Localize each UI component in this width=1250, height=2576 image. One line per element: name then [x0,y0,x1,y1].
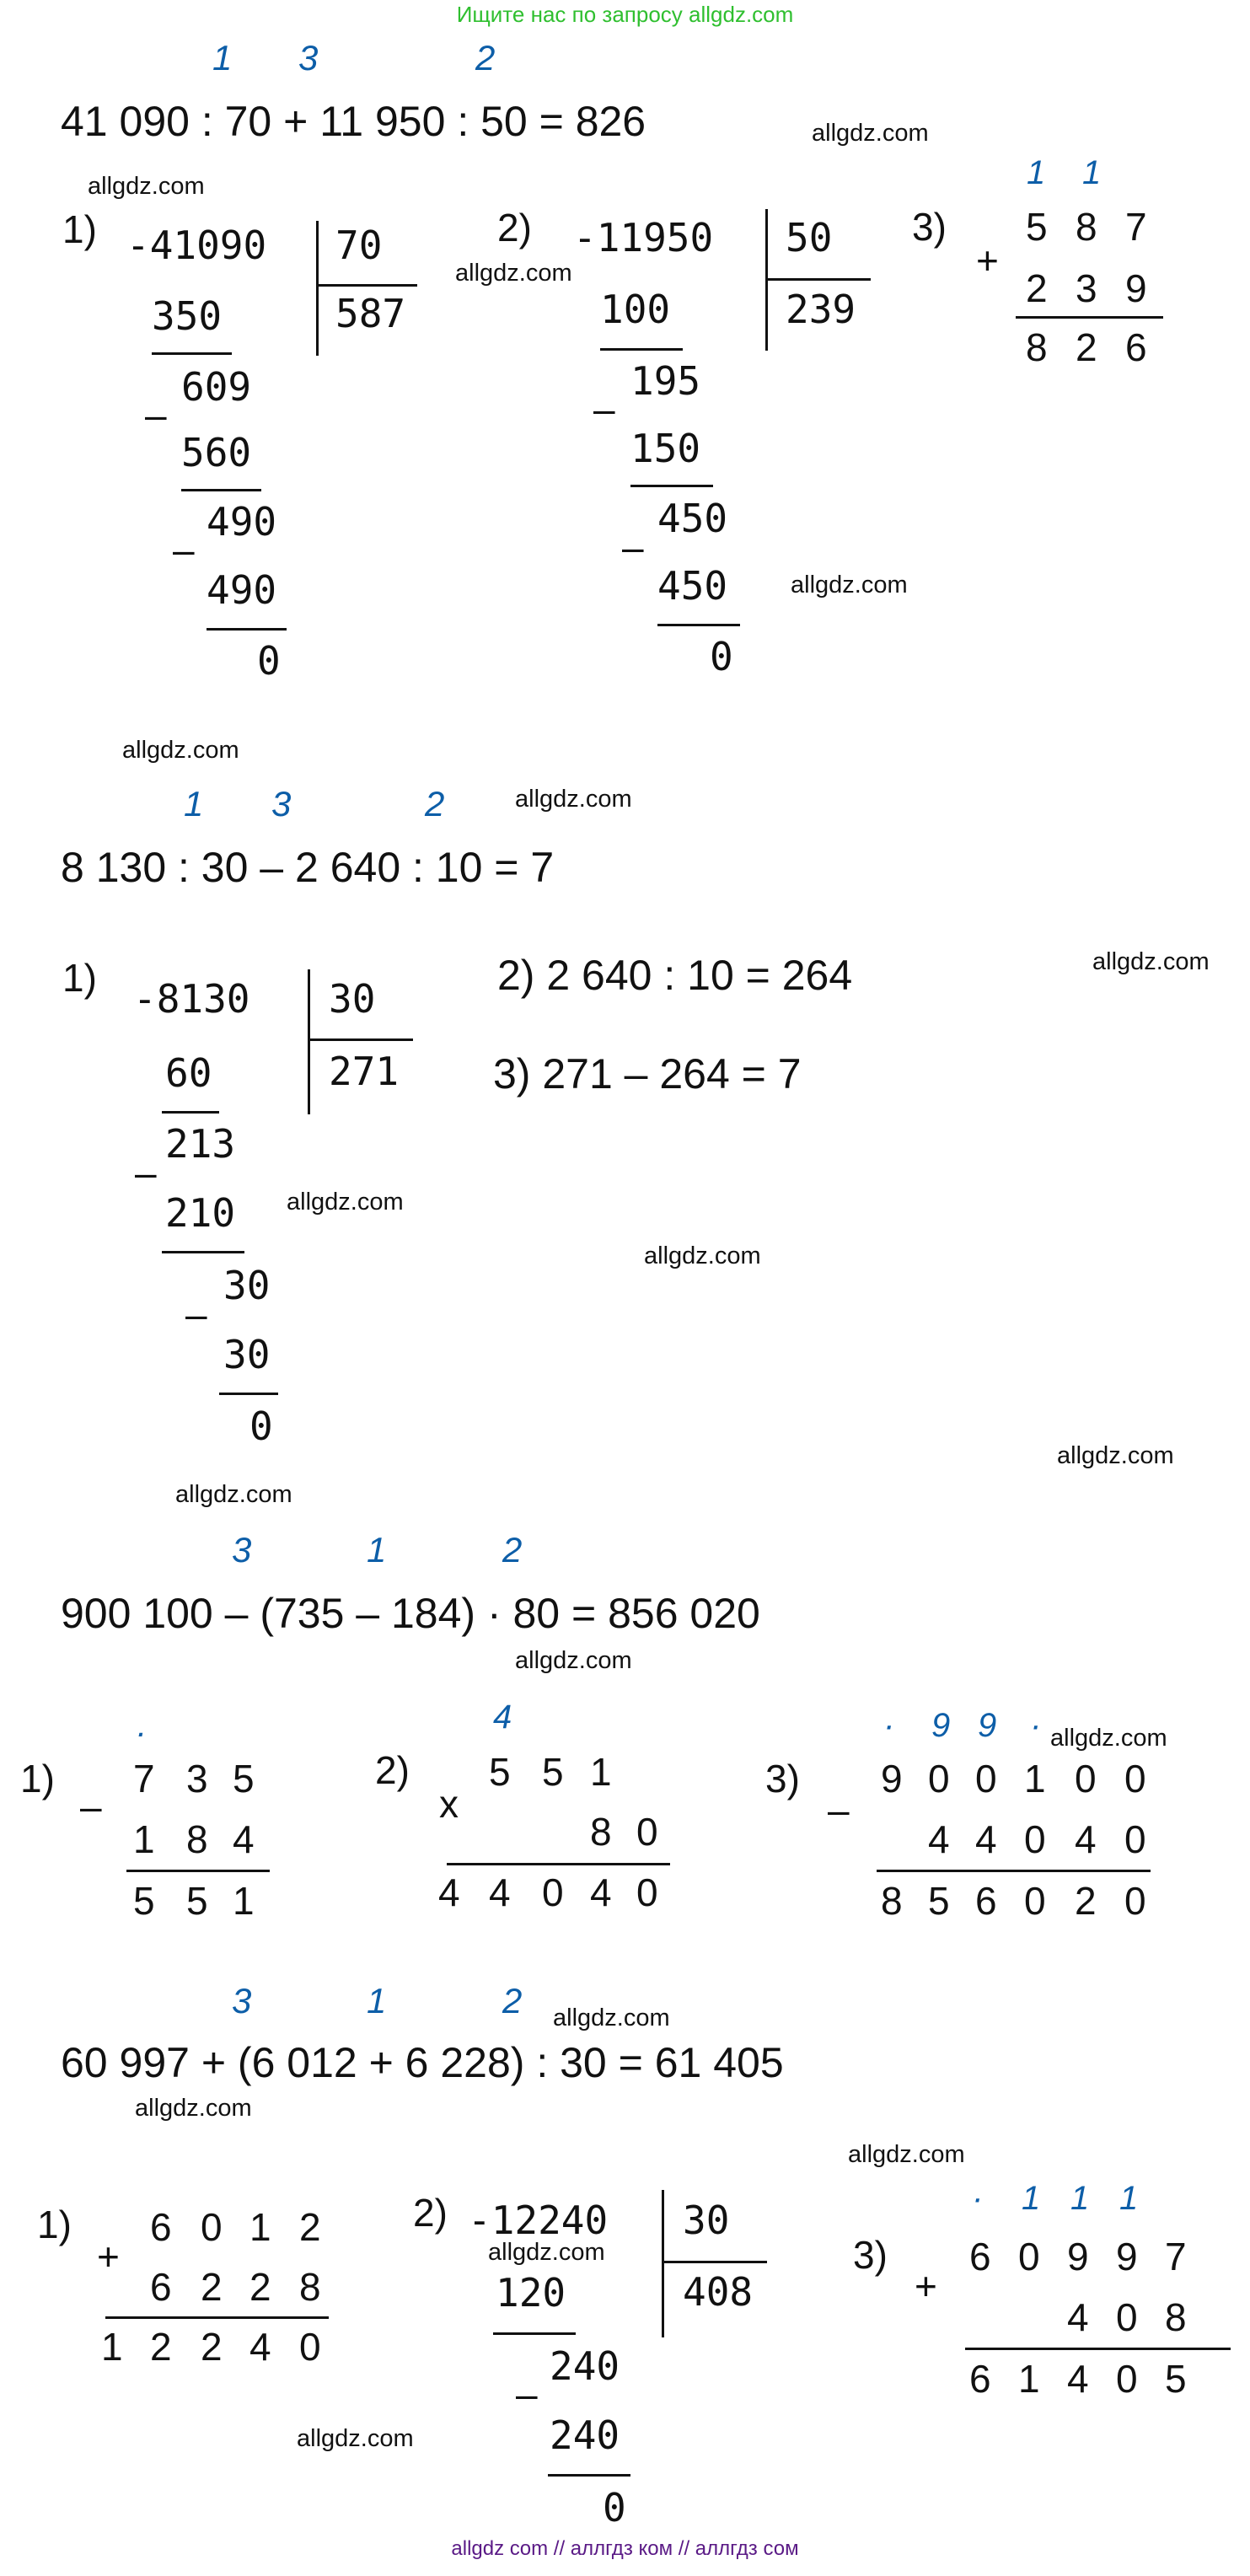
step-label: 1) [20,1757,55,1801]
order-mark: 3 [298,38,319,78]
digit: 8 [881,1879,903,1923]
watermark: allgdz.com [175,1481,292,1508]
carry-mark: 1 [1070,2180,1090,2217]
digit: 6 [150,2265,172,2309]
watermark: allgdz.com [791,572,908,598]
digit: 5 [928,1879,950,1923]
quotient: 408 [683,2269,754,2315]
digit: 1 [101,2325,123,2369]
step-label: 3) [765,1757,800,1801]
watermark: allgdz.com [515,786,632,813]
footer-links[interactable]: allgdz com // аллгдз ком // аллгдз сом [451,2537,799,2560]
quotient: 271 [329,1049,400,1094]
order-mark: 1 [367,1530,387,1570]
carry-mark: 1 [1082,154,1102,191]
digit: 9 [1116,2235,1138,2278]
digit: 9 [881,1757,903,1801]
partial-row: 560 [181,430,252,475]
digit: 0 [542,1870,564,1914]
digit: 9 [1125,266,1147,310]
step-label: 2) [497,206,532,250]
digit: 0 [1024,1879,1046,1923]
order-mark: 2 [425,784,445,824]
digit: 4 [590,1870,612,1914]
digit: 0 [636,1870,658,1914]
step-label: 2) [413,2191,448,2235]
digit: 8 [590,1810,612,1854]
digit: 1 [1024,1757,1046,1801]
digit: 0 [1124,1757,1146,1801]
order-mark: 2 [475,38,496,78]
step-label: 1) [37,2203,72,2246]
digit: 1 [233,1879,255,1923]
dividend: -8130 [133,976,250,1022]
digit: 0 [201,2205,223,2249]
digit: 0 [975,1757,997,1801]
watermark: allgdz.com [488,2239,605,2266]
digit: 0 [1116,2295,1138,2339]
partial-row: 195 [630,358,701,404]
digit: 0 [1116,2357,1138,2401]
digit: 1 [133,1817,155,1861]
partial-row: 213 [165,1121,236,1167]
digit: 0 [299,2325,321,2369]
digit: 6 [150,2205,172,2249]
digit: 1 [249,2205,271,2249]
watermark: allgdz.com [644,1242,761,1269]
step-label: 3) [912,205,947,249]
digit: 6 [1125,325,1147,369]
digit: 2 [249,2265,271,2309]
digit: 0 [636,1810,658,1854]
digit: 4 [928,1817,950,1861]
partial-row: 0 [249,1403,273,1449]
step-label: 3) [853,2233,888,2277]
carry-mark: · [1030,1707,1042,1744]
digit: 7 [1165,2235,1187,2278]
partial-row: 490 [207,499,277,545]
partial-row: 450 [657,563,728,609]
partial-row: 0 [603,2485,626,2530]
digit: 0 [1018,2235,1040,2278]
digit: 3 [186,1757,208,1801]
partial-row: 0 [257,638,281,684]
equation: 900 100 – (735 – 184) · 80 = 856 020 [61,1590,760,1637]
divisor: 70 [335,223,383,268]
carry-mark: 4 [493,1699,512,1736]
divisor: 50 [786,215,833,260]
carry-mark: 1 [1027,154,1046,191]
digit: 0 [928,1757,950,1801]
digit: 5 [1026,205,1048,249]
digit: 8 [1165,2295,1187,2339]
watermark: allgdz.com [848,2141,965,2168]
step-label: 2) [375,1748,410,1792]
partial-row: 120 [496,2270,566,2316]
digit: 0 [1075,1757,1097,1801]
step-3: 3) 271 – 264 = 7 [493,1050,802,1097]
divisor: 30 [329,976,376,1022]
digit: 0 [1024,1817,1046,1861]
partial-row: 30 [223,1263,271,1308]
equation: 60 997 + (6 012 + 6 228) : 30 = 61 405 [61,2039,784,2086]
partial-row: 150 [630,426,701,471]
carry-mark: · [883,1707,895,1744]
quotient: 587 [335,291,406,336]
digit: 2 [201,2325,223,2369]
divisor: 30 [683,2198,730,2243]
watermark: allgdz.com [287,1189,404,1216]
digit: 8 [299,2265,321,2309]
digit: 4 [1067,2357,1089,2401]
digit: 6 [975,1879,997,1923]
watermark: allgdz.com [455,260,572,287]
order-mark: 1 [212,38,233,78]
watermark: allgdz.com [515,1647,632,1674]
digit: 2 [1075,1879,1097,1923]
step-label: 1) [62,956,97,1000]
watermark: allgdz.com [1092,948,1210,975]
digit: 8 [1026,325,1048,369]
partial-row: 450 [657,496,728,541]
watermark: allgdz.com [553,2004,670,2031]
digit: 2 [1026,266,1048,310]
digit: 2 [150,2325,172,2369]
digit: 1 [1018,2357,1040,2401]
digit: 2 [201,2265,223,2309]
digit: 5 [233,1757,255,1801]
quotient: 239 [786,287,856,332]
order-mark: 3 [271,784,292,824]
digit: 8 [1076,205,1097,249]
digit: 5 [542,1750,564,1794]
partial-row: 350 [152,293,223,339]
partial-row: 210 [165,1190,236,1236]
order-mark: 3 [232,1981,252,2021]
watermark: allgdz.com [135,2095,252,2122]
partial-row: 100 [600,287,671,332]
digit: 0 [1124,1817,1146,1861]
digit: 8 [186,1817,208,1861]
digit: 4 [489,1870,511,1914]
carry-mark: . [137,1707,148,1744]
watermark: allgdz.com [1057,1442,1174,1469]
digit: 4 [975,1817,997,1861]
digit: 3 [1076,266,1097,310]
digit: 0 [1124,1879,1146,1923]
digit: 4 [1075,1817,1097,1861]
order-mark: 1 [184,784,204,824]
multiply-sign: x [439,1782,459,1826]
watermark: allgdz.com [88,173,205,200]
dividend: -41090 [126,223,267,268]
digit: 4 [233,1817,255,1861]
carry-mark: 1 [1119,2180,1139,2217]
digit: 4 [249,2325,271,2369]
digit: 1 [590,1750,612,1794]
partial-row: 30 [223,1332,271,1377]
carry-mark: 1 [1022,2180,1041,2217]
watermark: allgdz.com [297,2425,414,2452]
digit: 6 [969,2357,991,2401]
partial-row: 490 [207,567,277,613]
carry-mark: · [972,2180,984,2217]
digit: 9 [1067,2235,1089,2278]
watermark: allgdz.com [122,737,239,764]
equation: 8 130 : 30 – 2 640 : 10 = 7 [61,844,555,891]
step-label: 1) [62,207,97,251]
partial-row: 0 [710,634,733,679]
partial-row: 240 [550,2343,620,2389]
digit: 4 [438,1870,460,1914]
digit: 5 [133,1879,155,1923]
digit: 2 [1076,325,1097,369]
carry-mark: 9 [931,1707,951,1744]
step-2: 2) 2 640 : 10 = 264 [497,952,853,999]
top-banner[interactable]: Ищите нас по запросу allgdz.com [456,2,794,27]
dividend: -12240 [468,2198,609,2243]
watermark: allgdz.com [812,120,929,147]
partial-row: 240 [550,2412,620,2458]
digit: 2 [299,2205,321,2249]
order-mark: 1 [367,1981,387,2021]
digit: 7 [1125,205,1147,249]
dividend: -11950 [573,215,714,260]
order-mark: 2 [502,1981,523,2021]
partial-row: 60 [165,1050,212,1096]
partial-row: 609 [181,364,252,410]
digit: 4 [1067,2295,1089,2339]
carry-mark: 9 [978,1707,997,1744]
order-mark: 3 [232,1530,252,1570]
digit: 5 [186,1879,208,1923]
watermark: allgdz.com [1050,1725,1167,1752]
digit: 6 [969,2235,991,2278]
digit: 5 [1165,2357,1187,2401]
equation: 41 090 : 70 + 11 950 : 50 = 826 [61,98,646,145]
digit: 7 [133,1757,155,1801]
digit: 5 [489,1750,511,1794]
order-mark: 2 [502,1530,523,1570]
